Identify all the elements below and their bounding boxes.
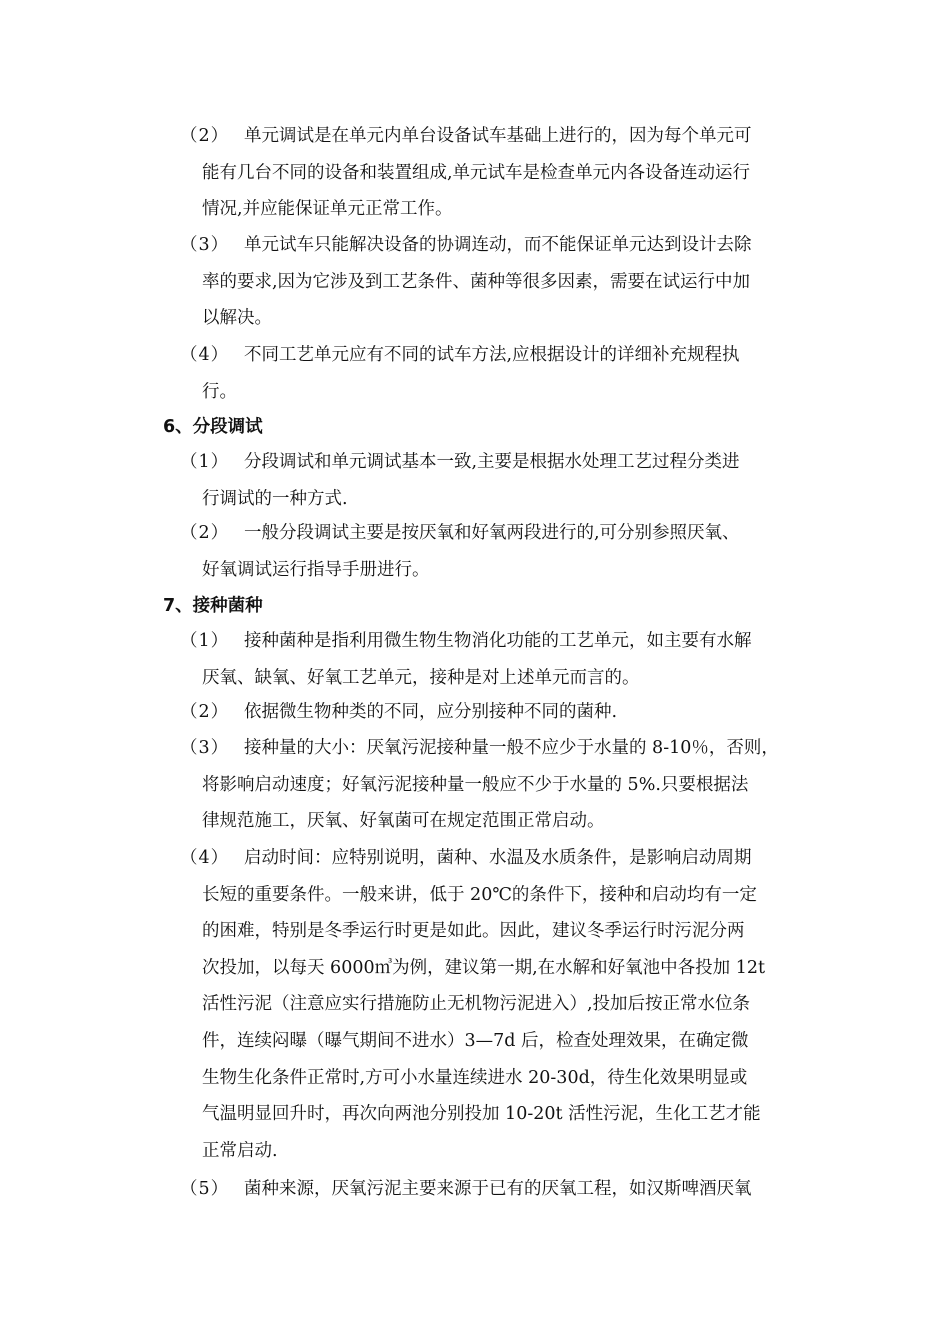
item-number: （2） (180, 126, 230, 146)
paragraph-line: 生物生化条件正常时,方可小水量连续进水 20-30d，待生化效果明显或 (202, 1067, 748, 1088)
paragraph-line: 单元试车只能解决设备的协调连动，而不能保证单元达到设计去除 (244, 235, 752, 255)
paragraph-line: 一般分段调试主要是按厌氧和好氧两段进行的,可分别参照厌氧、 (244, 523, 740, 543)
item-number: （1） (180, 631, 230, 651)
item-number: （3） (180, 235, 230, 255)
item-number: （3） (180, 738, 230, 758)
paragraph-line: 长短的重要条件。一般来讲，低于 20℃的条件下，接种和启动均有一定 (202, 884, 757, 905)
paragraph-line: 启动时间：应特别说明，菌种、水温及水质条件，是影响启动周期 (244, 848, 752, 868)
paragraph-line: 将影响启动速度；好氧污泥接种量一般应不少于水量的 5%.只要根据法 (202, 774, 749, 795)
list-item (180, 1171, 820, 1208)
item-number: （5） (180, 1179, 230, 1199)
paragraph-line: 接种菌种是指利用微生物生物消化功能的工艺单元，如主要有水解 (244, 631, 752, 651)
list-item (180, 694, 820, 731)
list-item (180, 444, 820, 517)
list-item (180, 623, 820, 696)
list-item (180, 840, 820, 1169)
item-number: （4） (180, 848, 230, 868)
section-heading: 6、分段调试 (163, 417, 263, 437)
paragraph-line: 菌种来源，厌氧污泥主要来源于已有的厌氧工程，如汉斯啤酒厌氧 (244, 1179, 752, 1199)
paragraph-line: 正常启动. (202, 1140, 278, 1161)
item-number: （4） (180, 345, 230, 365)
paragraph-line: 以解决。 (202, 308, 272, 329)
paragraph-line: 厌氧、缺氧、好氧工艺单元，接种是对上述单元而言的。 (202, 667, 640, 688)
paragraph-line: 依据微生物种类的不同，应分别接种不同的菌种. (244, 702, 618, 722)
item-number: （2） (180, 702, 230, 722)
paragraph-line: 情况,并应能保证单元正常工作。 (202, 199, 453, 220)
paragraph-line: 行调试的一种方式. (202, 488, 348, 509)
list-item (180, 118, 820, 228)
paragraph-line: 件，连续闷曝（曝气期间不进水）3—7d 后，检查处理效果，在确定微 (202, 1030, 749, 1051)
paragraph-line: 不同工艺单元应有不同的试车方法,应根据设计的详细补充规程执 (244, 345, 740, 365)
list-item (180, 515, 820, 588)
paragraph-line: 率的要求,因为它涉及到工艺条件、菌种等很多因素，需要在试运行中加 (202, 271, 751, 292)
paragraph-line: 能有几台不同的设备和装置组成,单元试车是检查单元内各设备连动运行 (202, 162, 751, 183)
item-number: （2） (180, 523, 230, 543)
paragraph-line: 分段调试和单元调试基本一致,主要是根据水处理工艺过程分类进 (244, 452, 740, 472)
paragraph-line: 律规范施工，厌氧、好氧菌可在规定范围正常启动。 (202, 811, 605, 832)
section-heading: 7、接种菌种 (163, 596, 263, 616)
paragraph-line: 好氧调试运行指导手册进行。 (202, 559, 430, 580)
paragraph-line: 次投加，以每天 6000㎥为例，建议第一期,在水解和好氧池中各投加 12t (202, 957, 766, 978)
paragraph-line: 单元调试是在单元内单台设备试车基础上进行的，因为每个单元可 (244, 126, 752, 146)
item-number: （1） (180, 452, 230, 472)
paragraph-line: 气温明显回升时，再次向两池分别投加 10-20t 活性污泥，生化工艺才能 (202, 1104, 761, 1125)
list-item (180, 227, 820, 337)
paragraph-line: 的困难，特别是冬季运行时更是如此。因此，建议冬季运行时污泥分两 (202, 921, 745, 942)
list-item (180, 730, 820, 840)
paragraph-line: 行。 (202, 381, 237, 402)
list-item (180, 337, 820, 410)
paragraph-line: 接种量的大小：厌氧污泥接种量一般不应少于水量的 8-10％，否则， (244, 738, 779, 758)
paragraph-line: 活性污泥（注意应实行措施防止无机物污泥进入）,投加后按正常水位条 (202, 994, 751, 1015)
